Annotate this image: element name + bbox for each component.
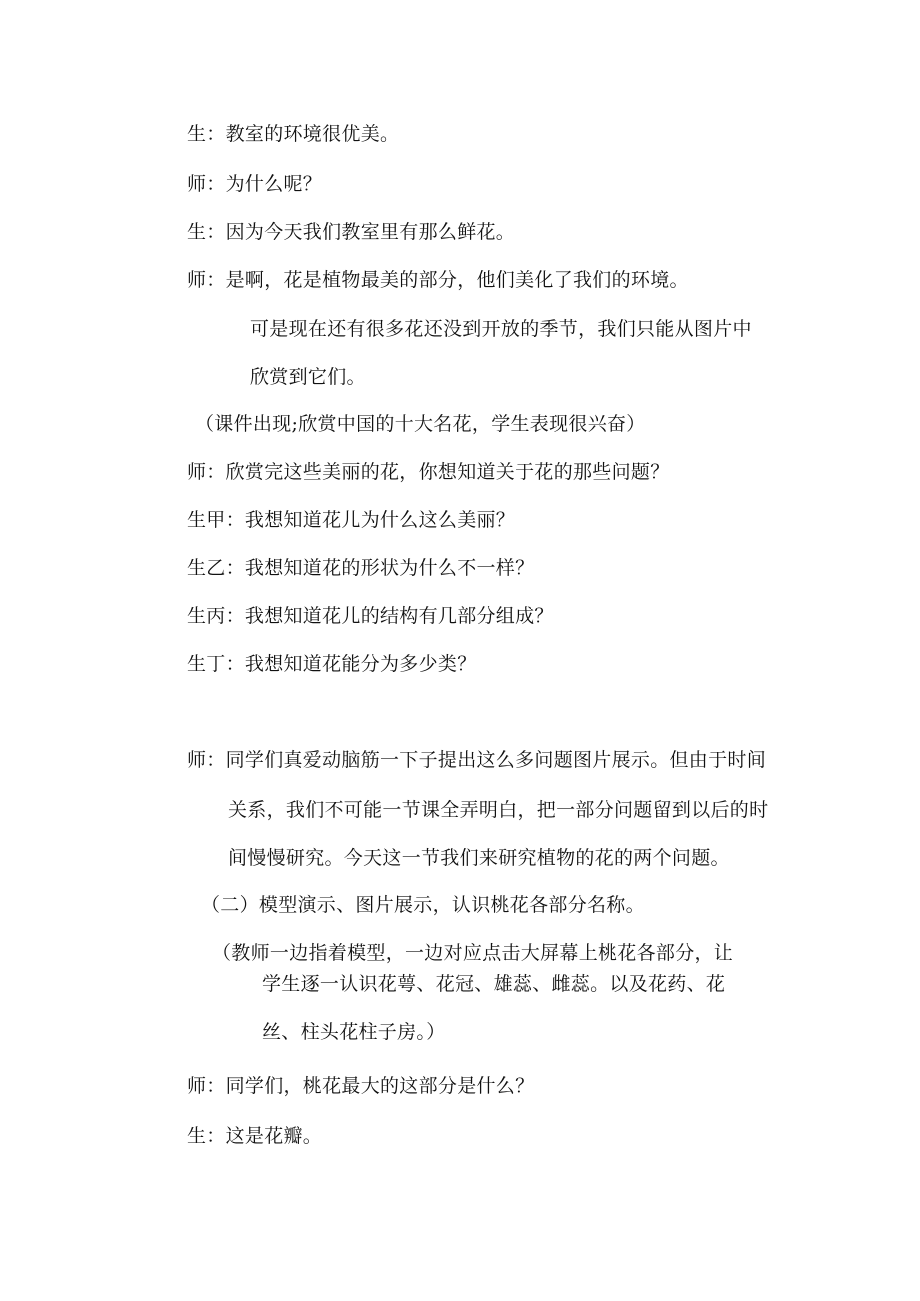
text-line: （课件出现;欣赏中国的十大名花，学生表现很兴奋） (195, 413, 646, 435)
text-line: 可是现在还有很多花还没到开放的季节，我们只能从图片中 (250, 318, 752, 340)
text-line: 欣赏到它们。 (250, 366, 366, 388)
text-line: 生：这是花瓣。 (187, 1125, 323, 1147)
text-line: 师：是啊，花是植物最美的部分，他们美化了我们的环境。 (187, 269, 689, 291)
text-line: 师：同学们，桃花最大的这部分是什么？ (187, 1075, 535, 1097)
text-line: 生：因为今天我们教室里有那么鲜花。 (187, 221, 516, 243)
text-line: 生丁：我想知道花能分为多少类？ (187, 653, 477, 675)
text-line: 生乙：我想知道花的形状为什么不一样？ (187, 557, 535, 579)
text-line: 师：欣赏完这些美丽的花，你想知道关于花的那些问题？ (187, 461, 670, 483)
text-line: 学生逐一认识花萼、花冠、雄蕊、雌蕊。以及花药、花 (262, 973, 726, 995)
text-line: 生：教室的环境很优美。 (187, 123, 400, 145)
text-line: （教师一边指着模型，一边对应点击大屏幕上桃花各部分，让 (212, 942, 734, 964)
text-line: 生丙：我想知道花儿的结构有几部分组成？ (187, 605, 554, 627)
text-line: （二）模型演示、图片展示，认识桃花各部分名称。 (201, 894, 645, 916)
text-line: 师：同学们真爱动脑筋一下子提出这么多问题图片展示。但由于时间 (187, 749, 767, 771)
text-line: 丝、柱头花柱子房。） (262, 1021, 446, 1043)
text-line: 师：为什么呢？ (187, 173, 323, 195)
text-line: 生甲：我想知道花儿为什么这么美丽？ (187, 509, 516, 531)
text-line: 关系，我们不可能一节课全弄明白，把一部分问题留到以后的时 (228, 799, 769, 821)
text-line: 间慢慢研究。今天这一节我们来研究植物的花的两个问题。 (228, 847, 730, 869)
